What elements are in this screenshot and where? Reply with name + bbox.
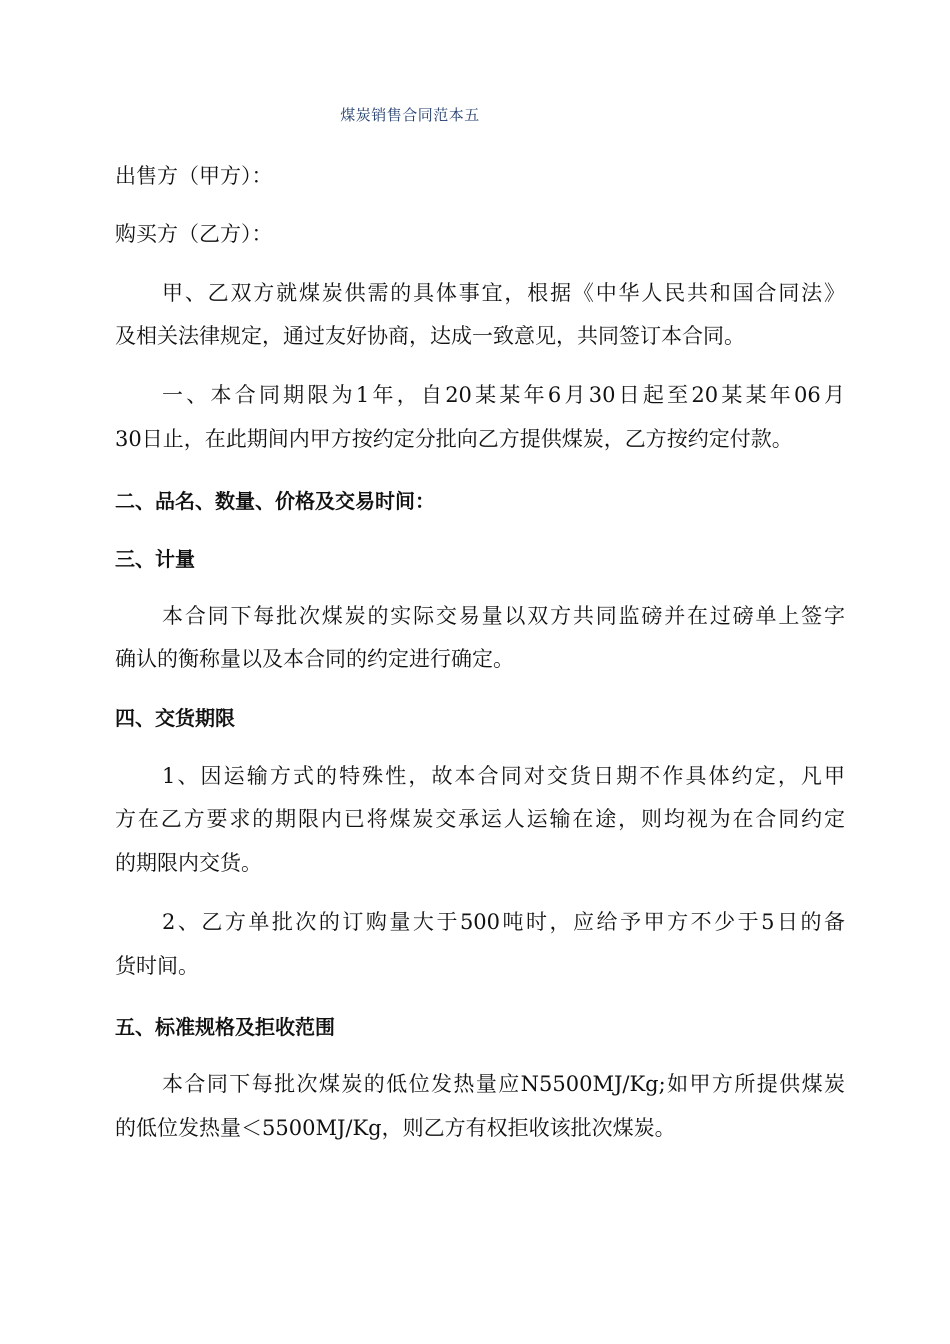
heading-section-5: 五、标准规格及拒收范围 [115,1015,335,1039]
heading-section-3: 三、计量 [115,547,195,571]
clause4-2-line-2: 货时间。 [115,954,199,978]
clause5-line-1: 本合同下每批次煤炭的低位发热量应N5500MJ/Kg;如甲方所提供煤炭 [162,1072,845,1096]
document-title: 煤炭销售合同范本五 [340,106,480,124]
seller-label: 出售方（甲方）： [115,164,273,188]
preamble-line-1: 甲、乙双方就煤炭供需的具体事宜，根据《中华人民共和国合同法》 [162,281,845,305]
preamble-line-2: 及相关法律规定，通过友好协商，达成一致意见，共同签订本合同。 [115,324,745,348]
clause4-1-line-3: 的期限内交货。 [115,851,262,875]
heading-section-4: 四、交货期限 [115,706,235,730]
clause3-line-1: 本合同下每批次煤炭的实际交易量以双方共同监磅并在过磅单上签字 [162,604,845,628]
clause4-1-line-1: 1、因运输方式的特殊性，故本合同对交货日期不作具体约定，凡甲 [162,764,845,788]
clause1-line-2: 30日止，在此期间内甲方按约定分批向乙方提供煤炭，乙方按约定付款。 [115,427,793,451]
heading-section-2: 二、品名、数量、价格及交易时间： [115,489,435,513]
clause1-line-1: 一、本合同期限为1年，自20某某年6月30日起至20某某年06月 [162,383,845,407]
clause4-1-line-2: 方在乙方要求的期限内已将煤炭交承运人运输在途，则均视为在合同约定 [115,807,845,831]
clause3-line-2: 确认的衡称量以及本合同的约定进行确定。 [115,647,514,671]
buyer-label: 购买方（乙方）： [115,222,273,246]
clause5-line-2: 的低位发热量＜5500MJ/Kg，则乙方有权拒收该批次煤炭。 [115,1116,676,1140]
clause4-2-line-1: 2、乙方单批次的订购量大于500吨时，应给予甲方不少于5日的备 [162,910,845,934]
